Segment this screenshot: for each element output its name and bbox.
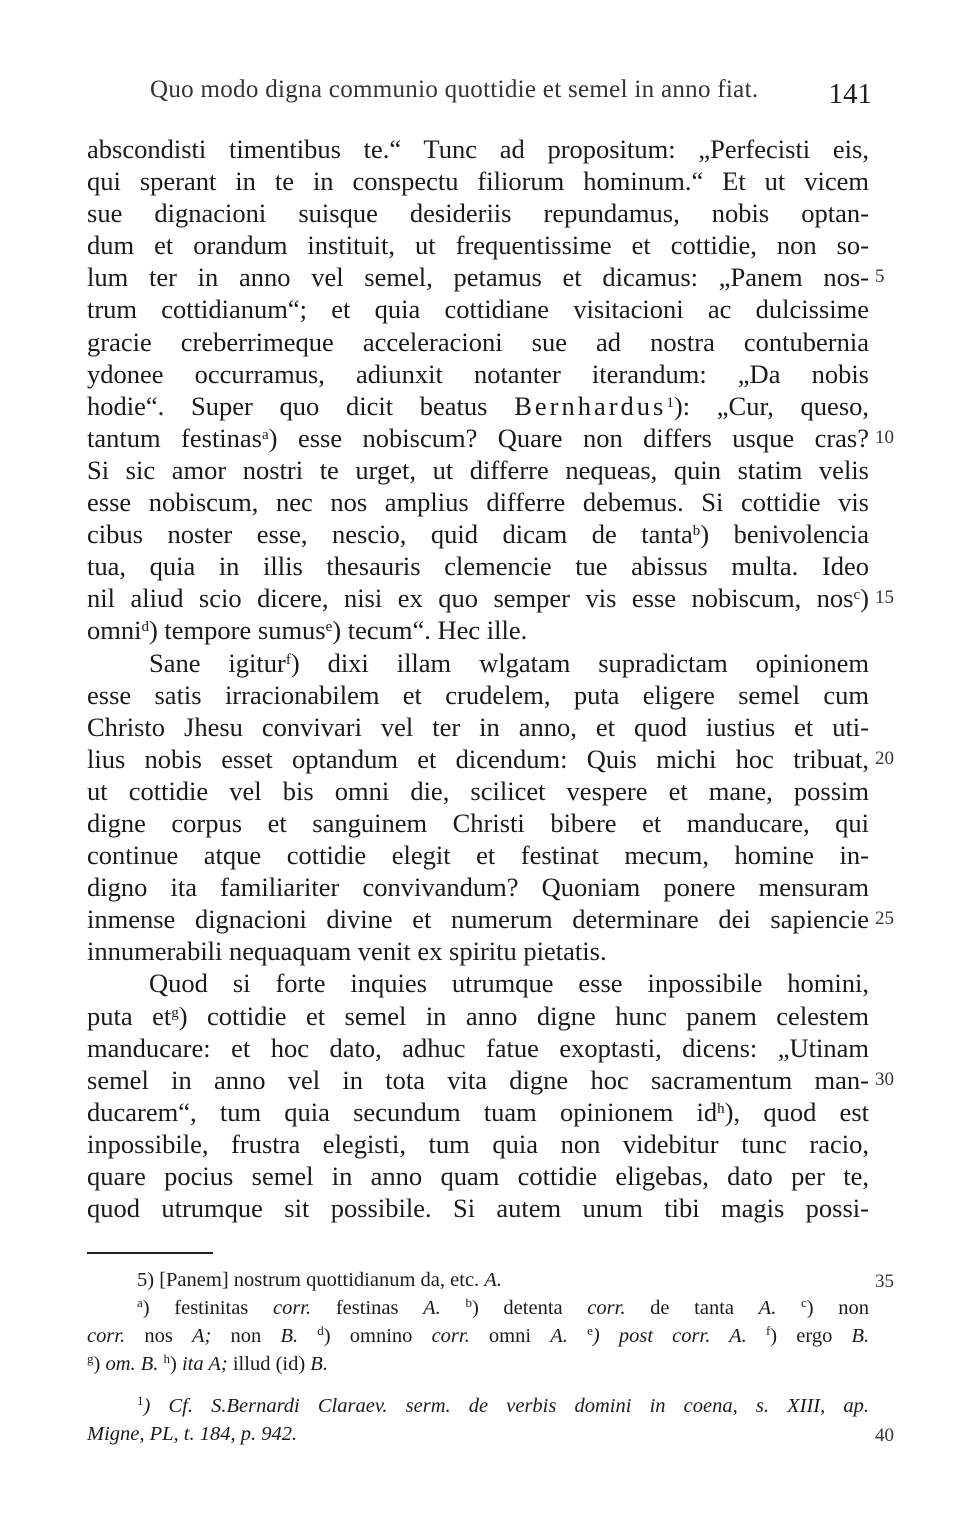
footnote-ref: f <box>285 651 291 668</box>
line-number: 15 <box>875 587 894 609</box>
text-line: Quod si forte inquies utrumque esse inpossibile homini, <box>149 968 869 999</box>
text-line: sue dignacioni suisque desideriis repundamus, nobis optan- <box>87 198 869 229</box>
text-line: omni$^d$) tempore sumus$^e$) tecum“. Hec ille. <box>87 615 528 646</box>
text-line: manducare: et hoc dato, adhuc fatue exoptasti, dicens: „Utinam <box>87 1032 869 1063</box>
text-line: cibus noster esse, nescio, quid dicam de tanta$^b$) benivolencia <box>87 519 870 550</box>
text-line: nil aliud scio dicere, nisi ex quo semper vis esse nobiscum, nos$^c$) 15 <box>87 583 894 614</box>
text-line: innumerabili nequaquam venit ex spiritu pietatis. <box>87 936 607 967</box>
footnote-ref: g <box>171 1004 179 1021</box>
line-number: 5 <box>875 266 885 288</box>
text-line: ducarem“, tum quia secundum tuam opinionem $id^h$), quod est <box>87 1096 869 1127</box>
footnote-divider <box>87 1252 213 1254</box>
footnote-ref: d <box>141 619 149 636</box>
footnote-ref: 1 <box>666 394 674 411</box>
text-line: quod utrumque sit possibile. Si autem unum tibi magis possi- <box>87 1193 869 1224</box>
text-line: tua, quia in illis thesauris clemencie tue abissus multa. Ideo <box>87 551 869 582</box>
footnote-line: $^g$) om. B. $^h$) ita A; illud (id) B. <box>87 1351 328 1375</box>
footnote-line: 5) [Panem] nostrum quottidianum da, etc. A. 35 <box>87 1266 869 1294</box>
footnote-line: $^1$) Cf. S.Bernardi Claraev. serm. de verbis domini in coena, s. XIII, ap. <box>137 1393 869 1417</box>
text-line: gracie creberrimeque acceleracioni sue ad nostra contubernia <box>87 326 869 357</box>
text-line: digno ita familiariter convivandum? Quoniam ponere mensuram <box>87 872 869 903</box>
footnote-ref: b <box>692 523 701 540</box>
text-line: dum et orandum instituit, ut frequentissime et cottidie, non so- <box>87 230 869 261</box>
spaced-name: Bernhardus <box>514 390 667 421</box>
text-line: hodie“. Super quo dicit beatus Bernhardus$^1$): „Cur, queso, <box>87 390 870 421</box>
footnote-line: $^a$) festinitas corr. festinas A. $^b$) detenta corr. de tanta A. $^c$) non <box>137 1295 870 1319</box>
main-text <box>87 133 894 1224</box>
text-line: quare pocius semel in anno quam cottidie eligebas, dato per te, <box>87 1161 869 1191</box>
page-number: 141 <box>828 78 872 110</box>
footnote-ref: e <box>325 619 333 636</box>
text-line: qui sperant in te in conspectu filiorum hominum.“ Et ut vicem <box>87 166 869 197</box>
footnote-line: Migne, PL, t. 184, p. 942. 40 <box>87 1420 869 1448</box>
text-line: lum ter in anno vel semel, petamus et dicamus: „Panem nos- 5 <box>87 262 885 293</box>
text-line: Sane igitur$^f$) dixi illam wlgatam supradictam opinionem <box>149 647 869 678</box>
footnote-ref: h <box>717 1100 725 1117</box>
line-number: 35 <box>875 1271 894 1292</box>
footnotes <box>87 1266 894 1448</box>
running-title: Quo modo digna communio quottidie et semel in anno fiat. <box>150 76 759 103</box>
text-line: semel in anno vel in tota vita digne hoc sacramentum man- 30 <box>87 1064 894 1095</box>
text-line: lius nobis esset optandum et dicendum: Quis michi hoc tribuat, 20 <box>87 743 894 774</box>
text-line: esse satis irracionabilem et crudelem, puta eligere semel cum <box>87 679 869 710</box>
text-line: puta $et^g$) cottidie et semel in anno digne hunc panem celestem <box>87 1000 869 1031</box>
text-line: ydonee occurramus, adiunxit notanter iterandum: „Da nobis <box>87 358 869 389</box>
text-line: Si sic amor nostri te urget, ut differre nequeas, quin statim velis <box>87 454 869 485</box>
text-line: esse nobiscum, nec nos amplius differre debemus. Si cottidie vis <box>87 487 869 518</box>
footnote-ref: c <box>853 587 861 604</box>
line-number: 20 <box>875 747 894 769</box>
text-line: inpossibile, frustra elegisti, tum quia non videbitur tunc racio, <box>87 1128 869 1159</box>
footnote-ref: a <box>262 426 269 443</box>
text-line: tantum festinas$^a$) esse nobiscum? Quare non differs usque cras? 10 <box>87 422 894 453</box>
line-number: 25 <box>875 908 894 930</box>
text-line: ut cottidie vel bis omni die, scilicet vespere et mane, possim <box>87 775 869 806</box>
page-header <box>150 76 872 116</box>
text-line: abscondisti timentibus te.“ Tunc ad propositum: „Perfecisti eis, <box>87 134 869 164</box>
footnote-line: corr. nos A; non B. $^d$) omnino corr. omni A. $^e$) post corr. A. $^f$) ergo B. <box>87 1323 870 1347</box>
text-line: continue atque cottidie elegit et festinat mecum, homine in- <box>87 840 869 871</box>
text-line: inmense dignacioni divine et numerum determinare dei sapiencie 25 <box>87 904 894 935</box>
line-number: 30 <box>875 1068 894 1090</box>
line-number: 10 <box>875 426 894 448</box>
text-line: digne corpus et sanguinem Christi bibere et manducare, qui <box>87 807 869 838</box>
text-line: Christo Jhesu convivari vel ter in anno, et quod iustius et uti- <box>87 711 869 742</box>
line-number: 40 <box>875 1425 894 1446</box>
text-line: trum cottidianum“; et quia cottidiane visitacioni ac dulcissime <box>87 294 869 325</box>
